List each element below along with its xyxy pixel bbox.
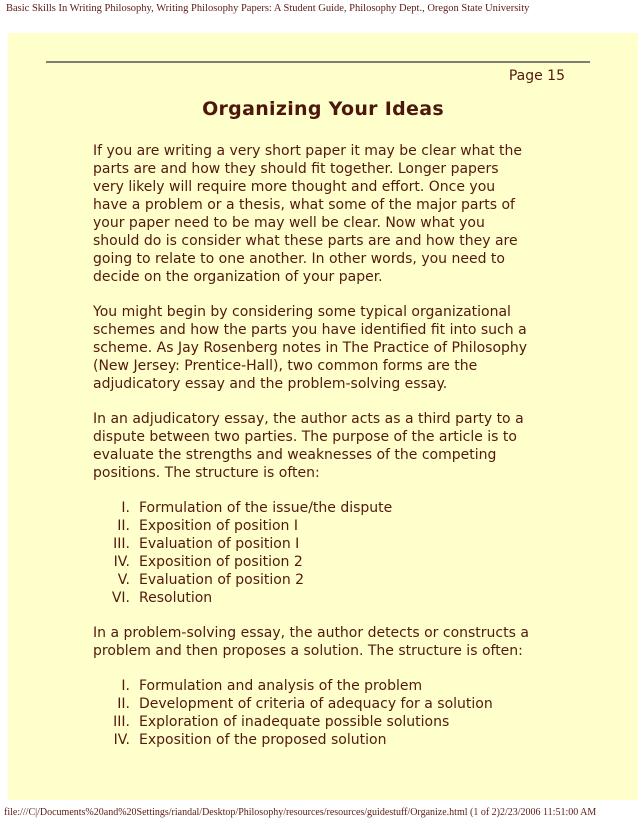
list-item-numeral: IV. [113,554,130,570]
list-item-text: Exposition of position I [139,518,299,534]
paragraph-problem-solving: In a problem-solving essay, the author detects or constructs a problem and then proposes a solution. The structure is often: [93,625,529,659]
list-item-text: Formulation and analysis of the problem [139,678,423,694]
body-text-column [93,142,531,749]
list-item [93,589,531,607]
list-item [93,571,531,589]
list-item-numeral: II. [117,518,130,534]
list-item-numeral: II. [117,696,130,712]
list-item [93,553,531,571]
horizontal-rule [46,61,590,63]
page-number: Page 15 [508,68,565,84]
list-item-numeral: VI. [111,590,130,606]
list-item-text: Development of criteria of adequacy for a solution [139,696,493,712]
list-item-text: Exploration of inadequate possible solutions [139,714,450,730]
list-item-numeral: IV. [113,732,130,748]
list-item [93,499,531,517]
list-item-text: Evaluation of position 2 [139,572,305,588]
document-title: Basic Skills In Writing Philosophy, Writing Philosophy Papers: A Student Guide, Philosophy Dept., Oregon State University [6,3,530,14]
paragraph-schemes: You might begin by considering some typical organizational schemes and how the parts you have identified fit into such a scheme. As Jay Rosenberg notes in The Practice of Philosophy (New Jersey: Prentice-Hall), two common forms are the adjudicatory essay and the problem-solving essay. [93,304,528,392]
list-item [93,695,531,713]
adjudicatory-structure-list [93,499,531,607]
list-item-text: Exposition of the proposed solution [139,732,387,748]
list-item-text: Formulation of the issue/the dispute [139,500,393,516]
list-item-text: Exposition of position 2 [139,554,303,570]
list-item-numeral: I. [121,500,130,516]
file-path: file:///C|/Documents%20and%20Settings/riandal/Desktop/Philosophy/resources/resources/guidestuff/Organize.html (1 of 2)2/23/2006 11:51:00 AM [4,807,597,818]
list-item-numeral: V. [117,572,130,588]
problem-solving-structure-list [93,677,531,749]
list-item [93,535,531,553]
list-item-numeral: I. [121,678,130,694]
list-item [93,713,531,731]
list-item-numeral: III. [113,714,130,730]
list-item-text: Evaluation of position I [139,536,300,552]
print-header [0,0,638,33]
list-item [93,731,531,749]
list-item-numeral: III. [113,536,130,552]
paragraph-intro: If you are writing a very short paper it may be clear what the parts are and how they should fit together. Longer papers very likely will require more thought and effort. Once you have a problem or a thesis, what some of the major parts of your paper need to be may well be clear. Now what you should do is consider what these parts are and how they are going to relate to one another. In other words, you need to decide on the organization of your paper. [93,143,523,285]
list-item-text: Resolution [139,590,213,606]
page-content [8,33,638,800]
list-item [93,517,531,535]
page-title: Organizing Your Ideas [202,98,444,120]
print-footer [0,800,638,826]
list-item [93,677,531,695]
paragraph-adjudicatory: In an adjudicatory essay, the author acts as a third party to a dispute between two parties. The purpose of the article is to evaluate the strengths and weaknesses of the competing positions. The structure is often: [93,411,524,481]
